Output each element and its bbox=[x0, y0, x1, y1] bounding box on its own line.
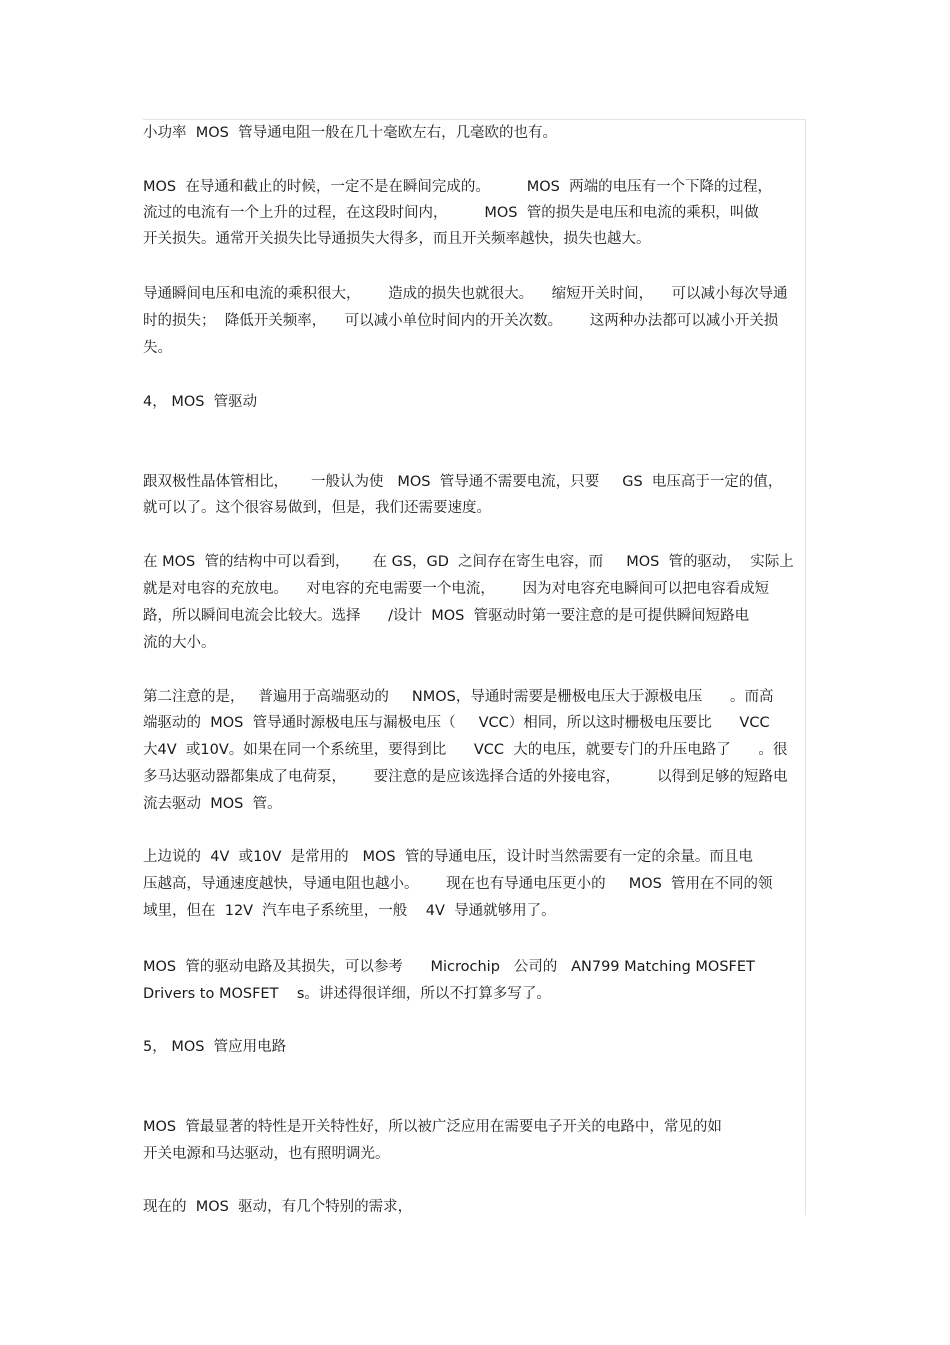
text-line: 小功率 MOS 管导通电阻一般在几十毫欧左右，几毫欧的也有。 bbox=[143, 125, 558, 141]
text-line: 流的大小。 bbox=[143, 635, 216, 651]
text-line: 流去驱动 MOS 管。 bbox=[143, 796, 282, 812]
text-line: 导通瞬间电压和电流的乘积很大， 造成的损失也就很大。 缩短开关时间， 可以减小每次导通 bbox=[143, 286, 788, 302]
text-line: 开关电源和马达驱动，也有照明调光。 bbox=[143, 1146, 390, 1162]
section-heading: 5， MOS 管应用电路 bbox=[143, 1039, 287, 1055]
text-line: 路，所以瞬间电流会比较大。选择 /设计 MOS 管驱动时第一要注意的是可提供瞬间短路电 bbox=[143, 608, 750, 624]
section-heading: 4， MOS 管驱动 bbox=[143, 394, 258, 410]
text-line: MOS 管的驱动电路及其损失，可以参考 Microchip 公司的 AN799 Matching MOSFET bbox=[143, 959, 755, 975]
text-line: 上边说的 4V 或10V 是常用的 MOS 管的导通电压，设计时当然需要有一定的余量。而且电 bbox=[143, 849, 753, 865]
text-line: 就可以了。这个很容易做到，但是，我们还需要速度。 bbox=[143, 500, 491, 516]
text-line: 压越高，导通速度越快，导通电阻也越小。 现在也有导通电压更小的 MOS 管用在不同的领 bbox=[143, 876, 773, 892]
text-line: MOS 管最显著的特性是开关特性好，所以被广泛应用在需要电子开关的电路中，常见的如 bbox=[143, 1119, 722, 1135]
text-line: 域里，但在 12V 汽车电子系统里，一般 4V 导通就够用了。 bbox=[143, 903, 556, 919]
text-line: 端驱动的 MOS 管导通时源极电压与漏极电压（ VCC）相同，所以这时栅极电压要比 VCC bbox=[143, 715, 770, 731]
text-line: 时的损失； 降低开关频率， 可以减小单位时间内的开关次数。 这两种办法都可以减小开关损 bbox=[143, 313, 779, 329]
text-line: 失。 bbox=[143, 340, 172, 356]
text-line: 第二注意的是， 普遍用于高端驱动的 NMOS，导通时需要是栅极电压大于源极电压 。而高 bbox=[143, 689, 774, 705]
text-line: 流过的电流有一个上升的过程，在这段时间内， MOS 管的损失是电压和电流的乘积，叫做 bbox=[143, 205, 759, 221]
text-line: 在 MOS 管的结构中可以看到， 在 GS，GD 之间存在寄生电容，而 MOS 管的驱动， 实际上 bbox=[143, 554, 794, 570]
text-line: Drivers to MOSFET s。讲述得很详细，所以不打算多写了。 bbox=[143, 986, 551, 1002]
text-line: 就是对电容的充放电。 对电容的充电需要一个电流， 因为对电容充电瞬间可以把电容看成短 bbox=[143, 581, 770, 597]
text-line: 大4V 或10V。如果在同一个系统里，要得到比 VCC 大的电压，就要专门的升压电路了 。很 bbox=[143, 742, 788, 758]
text-line: 多马达驱动器都集成了电荷泵， 要注意的是应该选择合适的外接电容， 以得到足够的短路电 bbox=[143, 769, 788, 785]
text-line: 现在的 MOS 驱动，有几个特别的需求， bbox=[143, 1199, 413, 1215]
text-line: 跟双极性晶体管相比， 一般认为使 MOS 管导通不需要电流，只要 GS 电压高于一定的值， bbox=[143, 474, 783, 490]
text-line: 开关损失。通常开关损失比导通损失大得多，而且开关频率越快，损失也越大。 bbox=[143, 231, 651, 247]
text-line: MOS 在导通和截止的时候，一定不是在瞬间完成的。 MOS 两端的电压有一个下降的过程， bbox=[143, 179, 773, 195]
